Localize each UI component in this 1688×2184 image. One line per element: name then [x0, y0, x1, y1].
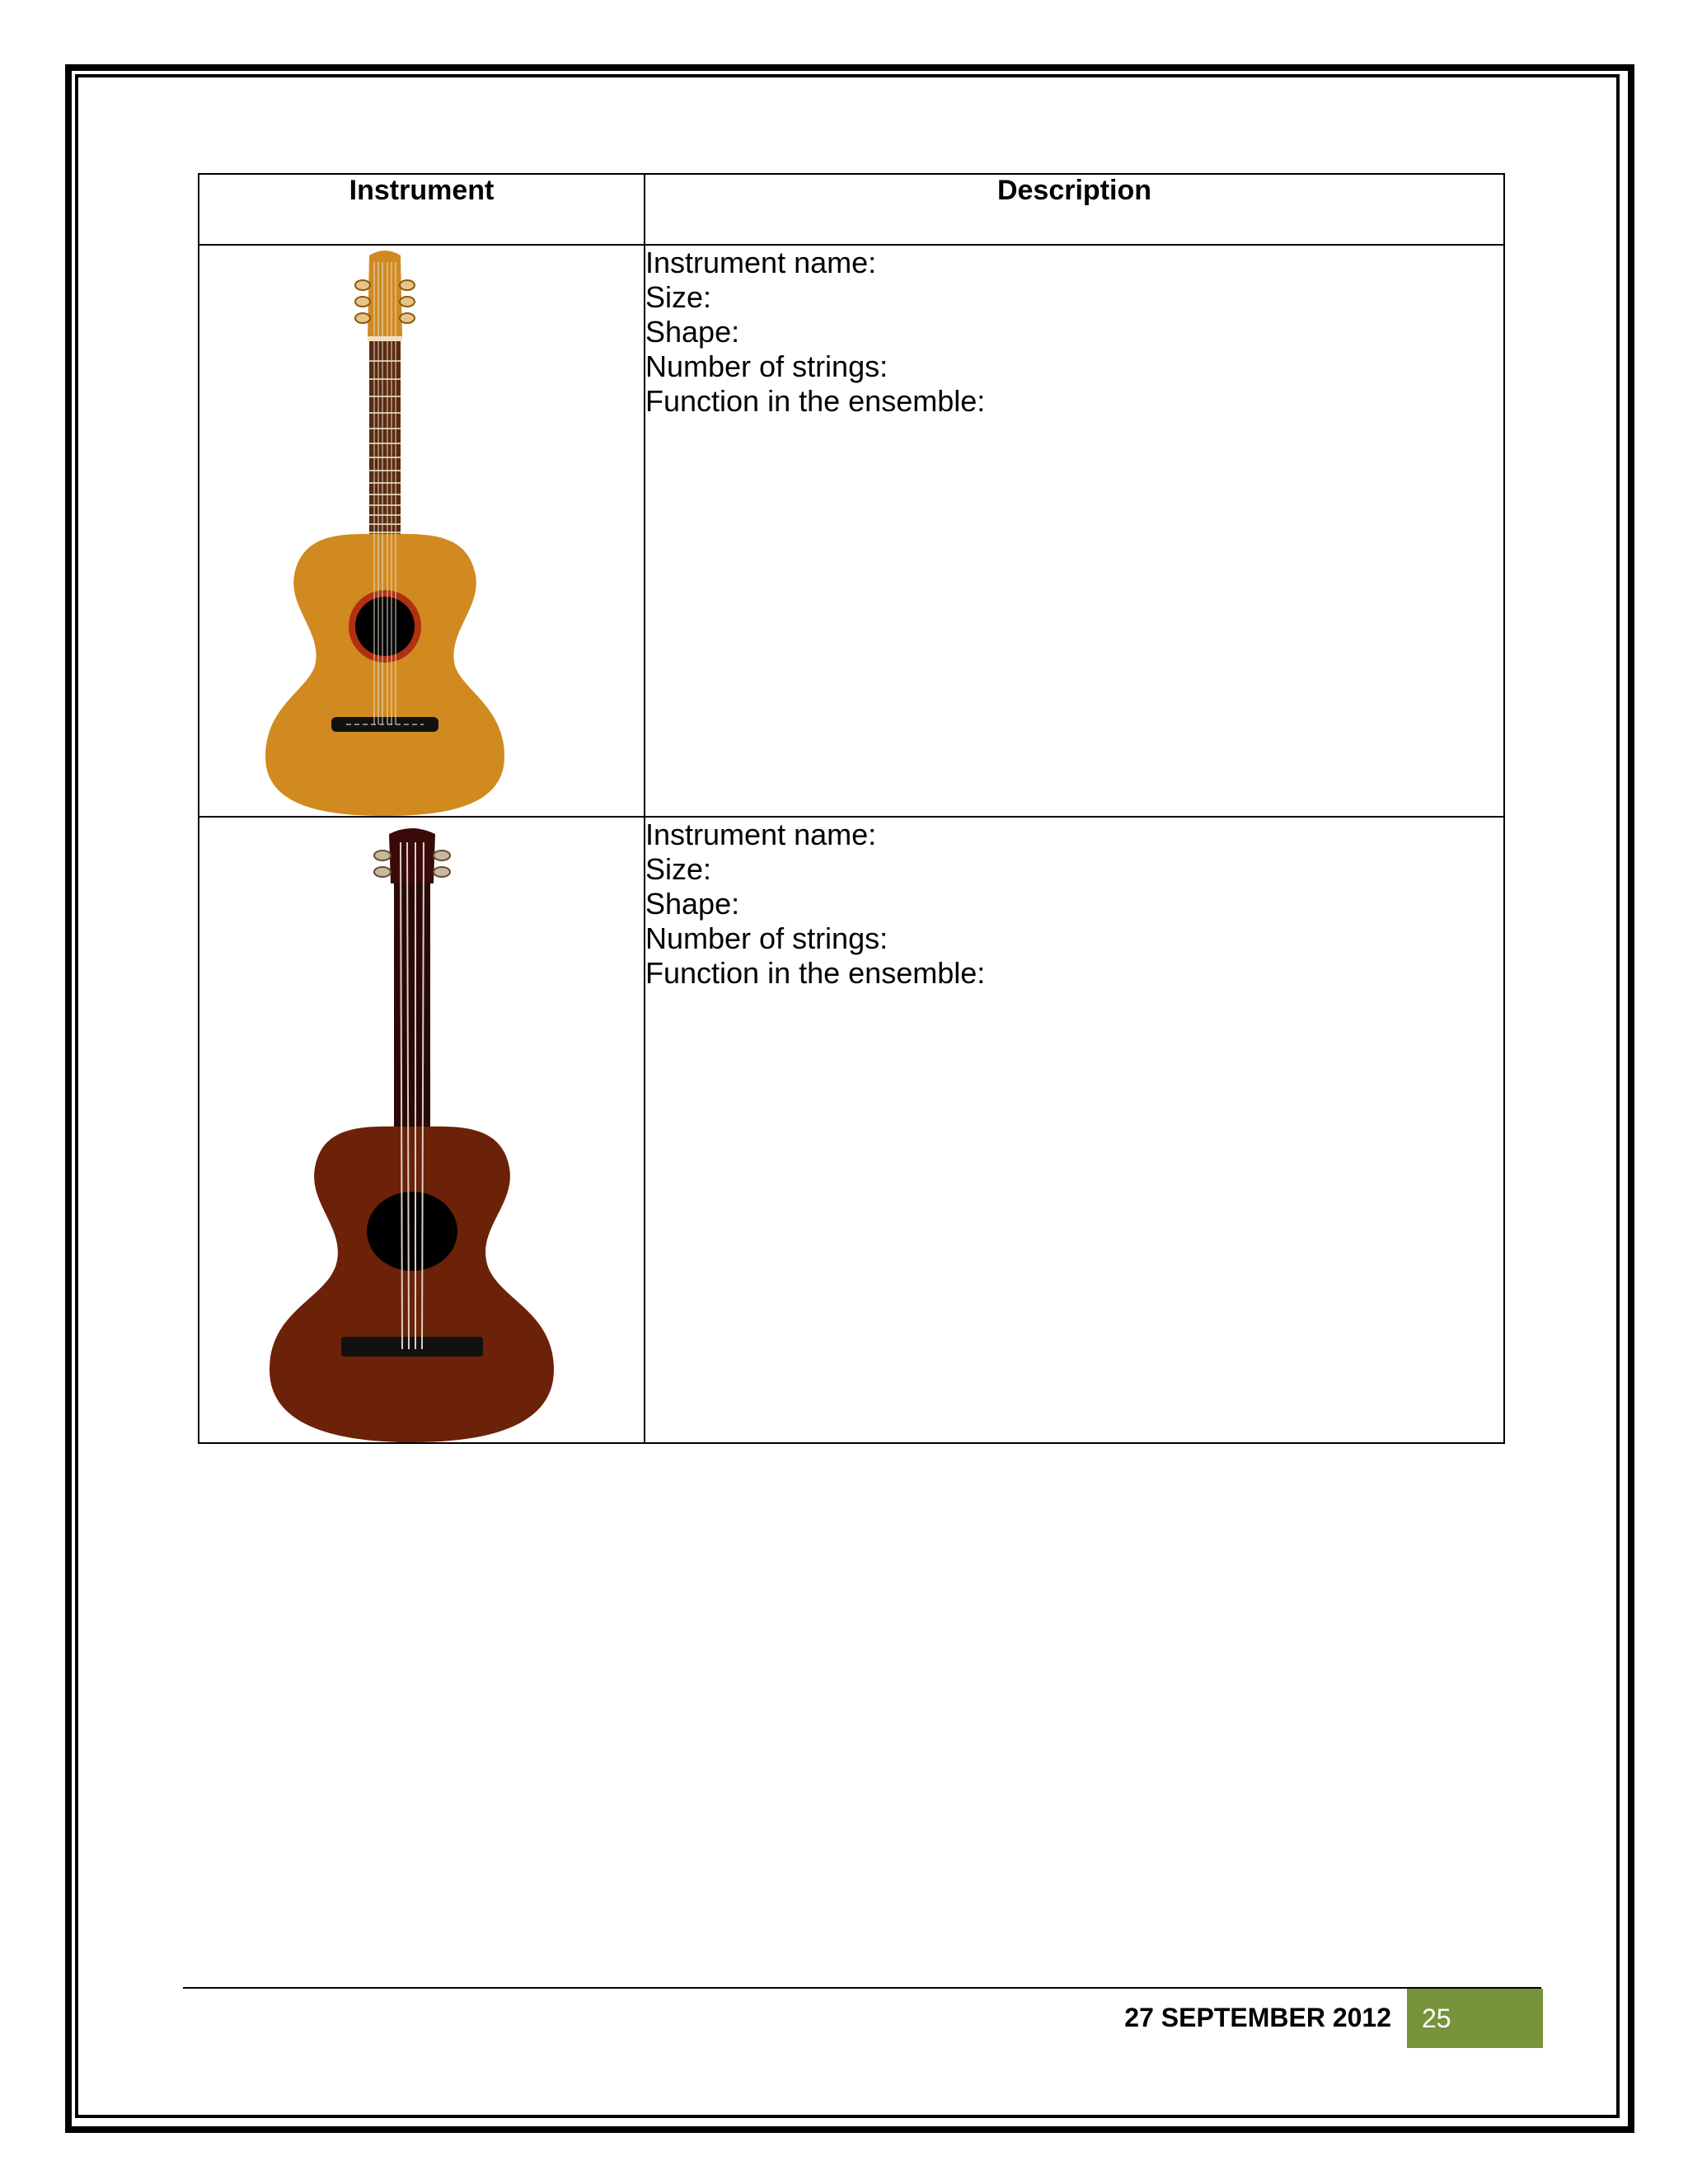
field-number-of-strings: Number of strings: — [645, 349, 889, 383]
instrument-table — [198, 173, 1505, 1444]
footer-date: 27 SEPTEMBER 2012 — [1124, 2003, 1391, 2032]
orange-guitar-image — [199, 246, 645, 816]
field-size: Size: — [645, 852, 712, 886]
field-number-of-strings: Number of strings: — [645, 921, 889, 955]
page-number-badge: 25 — [1407, 1989, 1543, 2048]
field-shape: Shape: — [645, 887, 740, 921]
header-description: Description — [645, 174, 1504, 245]
field-instrument-name: Instrument name: — [645, 818, 877, 851]
description-cell — [645, 245, 1504, 817]
table-row — [199, 817, 1504, 1443]
instrument-image-cell — [199, 245, 645, 817]
field-shape: Shape: — [645, 315, 740, 349]
field-instrument-name: Instrument name: — [645, 246, 877, 279]
field-function: Function in the ensemble: — [645, 956, 986, 990]
brown-guitar-image — [199, 818, 645, 1442]
field-size: Size: — [645, 280, 712, 314]
header-instrument: Instrument — [199, 174, 645, 245]
footer-divider — [183, 1987, 1541, 1989]
instrument-image-cell — [199, 817, 645, 1443]
table-header-row — [199, 174, 1504, 245]
field-function: Function in the ensemble: — [645, 384, 986, 418]
description-cell — [645, 817, 1504, 1443]
table-row — [199, 245, 1504, 817]
